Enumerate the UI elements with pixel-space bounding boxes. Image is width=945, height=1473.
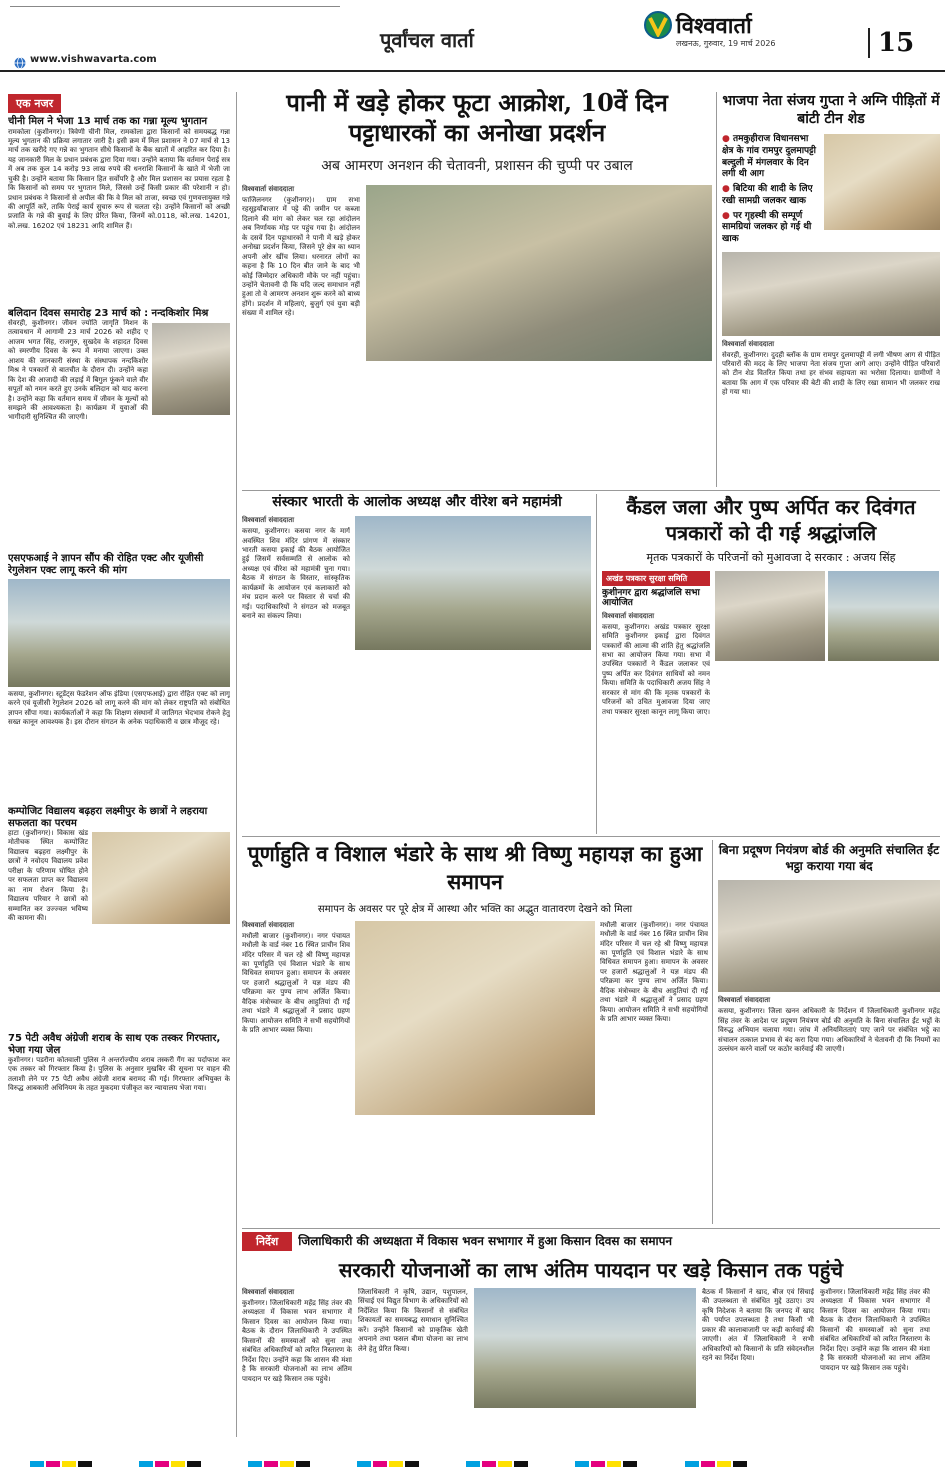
bjp-bullet-3: ● पर गृहस्थी की सम्पूर्ण सामग्रियां जलकर हो गई थी खाक — [722, 210, 812, 244]
brick-story — [718, 842, 940, 1224]
candle-headline: कैंडल जला और पुष्प अर्पित कर दिवंगत पत्रकारों को दी गई श्रद्धांजलि — [626, 495, 916, 545]
logo-icon — [644, 10, 672, 40]
bjp-portrait — [824, 134, 940, 230]
vishnu-body: मधौली बाजार (कुशीनगर)। नगर पंचायत मधौली के वार्ड नंबर 16 स्थित प्राचीन शिव मंदिर परिसर में चल रहे श्री विष्णु महायज्ञ का पूर्णाहुति एवं विशाल भंडारे के साथ विधिवत समापन हुआ। समापन के अवसर पर हजारों श्रद्धालुओं ने यज्ञ मंडप की परिक्रमा कर पुण्य लाभ अर्जित किया। वैदिक मंत्रोच्चार के बीच आहुतियां दी गईं तथा भंडारे में श्रद्धालुओं ने प्रसाद ग्रहण किया। आयोजन समिति ने सभी सहयोगियों के प्रति आभार व्यक्त किया। — [242, 931, 350, 1035]
candle-kicker-2: कुशीनगर द्वारा श्रद्धांजलि सभा आयोजित — [602, 588, 700, 609]
kisan-body-3: बैठक में किसानों ने खाद, बीज एवं सिंचाई की उपलब्धता से संबंधित मुद्दे उठाए। उप कृषि निदेशक ने बताया कि जनपद में खाद की पर्याप्त उपलब्धता है तथा किसी भी प्रकार की कालाबाजारी पर कड़ी कार्रवाई की जाएगी। अंत में जिलाधिकारी ने सभी अधिकारियों को किसानों के प्रति संवेदनशील रहने का निर्देश दिया। — [702, 1288, 814, 1363]
lead-subhead: अब आमरण अनशन की चेतावनी, प्रशासन की चुप्पी पर उबाल — [321, 158, 633, 174]
s2-title: बलिदान दिवस समारोह 23 मार्च को : नन्दकिशोर मिश्र — [8, 307, 209, 319]
candle-byline: विश्ववार्ता संवाददाता — [602, 611, 655, 620]
candle-kicker-1: अखंड पत्रकार सुरक्षा समिति — [602, 571, 710, 586]
bjp-bullet-2: ● बिटिया की शादी के लिए रखी सामग्री जलकर खाक — [722, 184, 813, 206]
s2-body: सेवरही, कुशीनगर। जीवन ज्योति जागृति मिशन के तत्वावधान में आगामी 23 मार्च 2026 को शहीद ए आजम भगत सिंह, राजगुरु, सुखदेव के शहादत दिवस को स्मरणीय दिवस के रूप में मनाया जाएगा। उक्त आशय की जानकारी संस्था के संस्थापक नन्दकिशोर मिश्र ने पत्रकारों से बातचीत के दौरान दी। उन्होंने कहा कि देश की आजादी की लड़ाई में बिगुल फूंकने वाले वीर सपूतों को नमन करते हुए उनके बलिदान को याद करना है। उन्होंने कहा कि वर्तमान समय में जीवन के मूल्यों को समझने की आवश्यकता है। कार्यक्रम में युवाओं की भागीदारी सुनिश्चित की जाएगी। — [8, 319, 148, 422]
lead-story — [242, 88, 712, 490]
bullet-dot-icon: ● — [722, 184, 733, 195]
brick-photo — [718, 880, 940, 992]
candle-body: कसया, कुशीनगर। अखंड पत्रकार सुरक्षा समिति कुशीनगर इकाई द्वारा दिवंगत पत्रकारों की आत्मा की शांति हेतु श्रद्धांजलि सभा का आयोजन किया गया। सभा में उपस्थित पत्रकारों ने कैंडल जलाकर एवं पुष्प अर्पित कर दिवंगत साथियों को नमन किया। समिति के पदाधिकारी अजय सिंह ने सरकार से मांग की कि मृतक पत्रकारों के परिजनों को उचित मुआवजा दिया जाए तथा पत्रकार सुरक्षा कानून लागू किया जाए। — [602, 622, 710, 716]
s4-photo — [92, 832, 230, 924]
masthead-corner-line — [10, 6, 340, 7]
s1-body: रामकोला (कुशीनगर)। त्रिवेणी चीनी मिल, रामकोला द्वारा किसानों को समयबद्ध गन्ना मूल्य भुगतान की प्रक्रिया लगातार जारी है। इसी क्रम में मिल प्रशासन ने 07 मार्च से 13 मार्च तक खरीदे गए गन्ने का भुगतान सीधे किसानों के बैंक खातों में आहरित कर दिया है। यह जानकारी मिल के प्रधान प्रबंधक द्वारा दिया गया। उन्होंने बताया कि वर्तमान पेराई सत्र में अब तक कुल 14 करोड़ 93 लाख रुपये की धनराशि किसानों के खाते में भेजी जा चुकी है। उन्होंने बताया कि किसान हित सर्वोपरि है और मिल प्रशासन का प्रयास रहता है कि किसानों को समय पर भुगतान मिले, जिससे उन्हें किसी प्रकार की परेशानी न हो। प्रधान प्रबंधक ने किसानों से अपील की कि वे मिल को ताजा, स्वच्छ एवं गुणवत्तायुक्त गन्ने की आपूर्ति करें, ताकि पेराई कार्य सुचारु रूप से चलता रहे। उन्होंने किसानों को अच्छी प्रजाति के गन्ने की बुवाई के लिए प्रेरित किया, जिनमें को.0118, को.लख. 14201, को.लख. 16202 एवं 18231 आदि शामिल हैं। — [8, 127, 230, 230]
sanskar-story — [242, 494, 592, 834]
lead-body: फाजिलनगर (कुशीनगर)। ग्राम सभा रहसूइयाँबाजार में पट्टे की जमीन पर कब्जा दिलाने की मांग को लेकर चल रहा आंदोलन अब निर्णायक मोड़ पर पहुंच गया है। आंदोलन के दसवें दिन पट्टाधारकों ने पानी में खड़े होकर अनोखा प्रदर्शन किया, जिसने पूरे क्षेत्र का ध्यान अपनी ओर खींच लिया। धरनारत लोगों का कहना है कि 10 दिन बीत जाने के बाद भी कोई जिम्मेदार अधिकारी मौके पर नहीं पहुंचा। उन्होंने चेतावनी दी कि यदि जल्द समाधान नहीं हुआ तो वे आमरण अनशन शुरू करने को बाध्य होंगे। प्रदर्शन में महिलाएं, बुजुर्ग एवं युवा बड़ी संख्या में शामिल रहे। — [242, 196, 360, 318]
sanskar-divider — [596, 494, 597, 834]
bullet-dot-icon: ● — [722, 210, 733, 221]
row3-rule — [242, 1228, 940, 1229]
lead-headline: पानी में खड़े होकर फूटा आक्रोश, 10वें दिन पट्टाधारकों का अनोखा प्रदर्शन — [286, 88, 668, 147]
logo-text: विश्ववार्ता — [676, 13, 752, 39]
bjp-bullet-1: ● तमकुहीराज विधानसभा क्षेत्र के गांव रामपुर दुलमापट्टी बल्दुली में मंगलवार के दिन लगी थी आग — [722, 134, 816, 180]
masthead — [0, 0, 945, 70]
sanskar-photo — [355, 516, 591, 650]
vishnu-story — [242, 840, 708, 1224]
vishnu-photo — [355, 921, 595, 1115]
page-number-divider — [868, 28, 870, 58]
bjp-body: सेवरही, कुशीनगर। दुदही ब्लॉक के ग्राम रामपुर दुलमापट्टी में लगी भीषण आग से पीड़ित परिवारों की मदद के लिए भाजपा नेता संजय गुप्ता आगे आए। उन्होंने पीड़ित परिवारों को टीन शेड वितरित किया तथा हर संभव सहायता का भरोसा दिलाया। ग्रामीणों ने बताया कि आग में एक परिवार की बेटी की शादी के लिए रखा सामान भी जलकर राख हो गया था। — [722, 350, 940, 397]
bullet-dot-icon: ● — [722, 134, 733, 145]
s4-body: हाटा (कुशीनगर)। विकास खंड मोतीचक स्थित कम्पोजिट विद्यालय बढ़हरा लक्ष्मीपुर के छात्रों ने नवोदय विद्यालय प्रवेश परीक्षा के परिणाम घोषित होने पर सफलता प्राप्त कर विद्यालय का नाम रोशन किया है। विद्यालय परिवार ने छात्रों को सम्मानित कर उज्ज्वल भविष्य की कामना की। — [8, 829, 88, 922]
color-registration-strip — [30, 1452, 930, 1462]
brick-body: कसया, कुशीनगर। जिला खनन अधिकारी के निर्देशन में जिलाधिकारी कुशीनगर महेंद्र सिंह तंवर के आदेश पर प्रदूषण नियंत्रण बोर्ड की अनुमति के बिना संचालित ईंट भट्ठों के विरुद्ध अभियान चलाया गया। जांच में अनियमितताएं पाए जाने पर संबंधित भट्ठे का संचालन तत्काल प्रभाव से बंद करा दिया गया। अधिकारियों ने चेतावनी दी कि नियमों का उल्लंघन करने वालों पर कठोर कार्रवाई की जाएगी। — [718, 1007, 940, 1054]
kisan-label: निर्देश — [242, 1232, 292, 1251]
s5-title: 75 पेटी अवैध अंग्रेजी शराब के साथ एक तस्कर गिरफ्तार, भेजा गया जेल — [8, 1033, 221, 1056]
kisan-body-1: कुशीनगर। जिलाधिकारी महेंद्र सिंह तंवर की अध्यक्षता में विकास भवन सभागार में किसान दिवस का आयोजन किया गया। बैठक के दौरान जिलाधिकारी ने उपस्थित किसानों की समस्याओं को सुना तथा संबंधित अधिकारियों को त्वरित निस्तारण के निर्देश दिए। उन्होंने कहा कि शासन की मंशा है कि सरकारी योजनाओं का लाभ अंतिम पायदान पर खड़े किसान तक पहुंचे। — [242, 1299, 352, 1383]
sidebar-divider — [236, 92, 237, 1437]
bjp-story — [722, 92, 940, 490]
kisan-body-4: कुशीनगर। जिलाधिकारी महेंद्र सिंह तंवर की अध्यक्षता में विकास भवन सभागार में किसान दिवस का आयोजन किया गया। बैठक के दौरान जिलाधिकारी ने उपस्थित किसानों की समस्याओं को सुना तथा संबंधित अधिकारियों को त्वरित निस्तारण के निर्देश दिए। उन्होंने कहा कि शासन की मंशा है कि सरकारी योजनाओं का लाभ अंतिम पायदान पर खड़े किसान तक पहुंचे। — [820, 1288, 930, 1372]
s2-photo — [152, 323, 230, 415]
website: www.vishwavarta.com — [30, 54, 157, 65]
bjp-photo — [722, 252, 940, 336]
row2-rule — [242, 836, 940, 837]
s3-photo — [8, 579, 230, 687]
kisan-byline: विश्ववार्ता संवाददाता — [242, 1288, 295, 1296]
bjp-byline: विश्ववार्ता संवाददाता — [722, 339, 775, 348]
candle-photo-1 — [715, 571, 825, 661]
section-title: पूर्वांचल वार्ता — [380, 28, 474, 52]
lead-photo — [366, 185, 712, 361]
lead-divider — [716, 92, 717, 487]
masthead-rule — [0, 70, 945, 72]
vishnu-headline: पूर्णाहुति व विशाल भंडारे के साथ श्री विष्णु महायज्ञ का हुआ समापन — [247, 841, 703, 895]
s3-body: कसया, कुशीनगर। स्टूडेंट्स फेडरेशन ऑफ इंडिया (एसएफआई) द्वारा रोहित एक्ट को लागू करने एवं यूजीसी रेगुलेशन 2026 को लागू करने की मांग को लेकर राष्ट्रपति को संबोधित ज्ञापन सौंपा गया। कार्यकर्ताओं ने कहा कि शिक्षण संस्थानों में जातिगत भेदभाव रोकने हेतु सख्त कानून आवश्यक है। इस दौरान संगठन के अनेक पदाधिकारी व छात्र मौजूद रहे। — [8, 690, 230, 727]
s1-title: चीनी मिल ने भेजा 13 मार्च तक का गन्ना मूल्य भुगतान — [8, 116, 208, 127]
candle-photo-2 — [828, 571, 939, 661]
web-globe-icon — [14, 54, 26, 66]
vishnu-byline: विश्ववार्ता संवाददाता — [242, 920, 295, 929]
vishnu-divider — [712, 840, 713, 1224]
page-number: 15 — [878, 28, 915, 58]
ek-nazar-label: एक नजर — [8, 94, 61, 113]
sanskar-byline: विश्ववार्ता संवाददाता — [242, 516, 295, 525]
vishnu-body-col: मधौली बाजार (कुशीनगर)। नगर पंचायत मधौली के वार्ड नंबर 16 स्थित प्राचीन शिव मंदिर परिसर में चल रहे श्री विष्णु महायज्ञ का पूर्णाहुति एवं विशाल भंडारे के साथ विधिवत समापन हुआ। समापन के अवसर पर हजारों श्रद्धालुओं ने यज्ञ मंडप की परिक्रमा कर पुण्य लाभ अर्जित किया। वैदिक मंत्रोच्चार के बीच आहुतियां दी गईं तथा भंडारे में श्रद्धालुओं ने प्रसाद ग्रहण किया। आयोजन समिति ने सभी सहयोगियों के प्रति आभार व्यक्त किया। — [600, 920, 708, 1024]
kisan-body-2: जिलाधिकारी ने कृषि, उद्यान, पशुपालन, सिंचाई एवं विद्युत विभाग के अधिकारियों को निर्देशित किया कि किसानों से संबंधित शिकायतों का समयबद्ध समाधान सुनिश्चित करें। उन्होंने किसानों को प्राकृतिक खेती अपनाने तथा फसल बीमा योजना का लाभ लेने हेतु प्रेरित किया। — [358, 1288, 468, 1353]
kisan-headline: सरकारी योजनाओं का लाभ अंतिम पायदान पर खड़े किसान तक पहुंचे — [338, 1258, 844, 1282]
s4-title: कम्पोजिट विद्यालय बढ़हरा लक्ष्मीपुर के छात्रों ने लहराया सफलता का परचम — [8, 806, 208, 829]
sanskar-headline: संस्कार भारती के आलोक अध्यक्ष और वीरेश बने महामंत्री — [272, 494, 562, 510]
lead-byline: विश्ववार्ता संवाददाता — [242, 185, 295, 193]
s3-title: एसएफआई ने ज्ञापन सौंप की रोहित एक्ट और यूजीसी रेगुलेशन एक्ट लागू करने की मांग — [8, 553, 204, 576]
vishnu-subhead: समापन के अवसर पर पूरे क्षेत्र में आस्था और भक्ति का अद्भुत वातावरण देखने को मिला — [317, 903, 633, 915]
brick-byline: विश्ववार्ता संवाददाता — [718, 996, 771, 1005]
kisan-story — [242, 1232, 940, 1442]
candle-story — [602, 494, 940, 834]
brick-headline: बिना प्रदूषण नियंत्रण बोर्ड की अनुमति संचालित ईंट भट्ठा कराया गया बंद — [718, 843, 940, 874]
sidebar — [8, 92, 230, 1437]
row1-rule — [242, 490, 940, 491]
edition-line: लखनऊ, गुरुवार, 19 मार्च 2026 — [676, 39, 776, 48]
candle-subhead: मृतक पत्रकारों के परिजनों को मुआवजा दे सरकार : अजय सिंह — [646, 551, 896, 564]
sanskar-body: कसया, कुशीनगर। कसया नगर के मार्ग अवस्थित शिव मंदिर प्रांगण में संस्कार भारती कसया इकाई की बैठक आयोजित हुई जिसमें सर्वसम्मति से आलोक को अध्यक्ष एवं वीरेश को महामंत्री चुना गया। बैठक में संगठन के विस्तार, सांस्कृतिक कार्यक्रमों के आयोजन एवं कलाकारों को मंच प्रदान करने पर विस्तार से चर्चा की गई। पदाधिकारियों ने संगठन को मजबूत बनाने का संकल्प लिया। — [242, 527, 350, 621]
s5-body: कुशीनगर। पडरौना कोतवाली पुलिस ने अन्तर्राज्यीय शराब तस्करी गैंग का पर्दाफाश कर एक तस्कर को गिरफ्तार किया है। पुलिस के अनुसार मुखबिर की सूचना पर वाहन की तलाशी लेने पर 75 पेटी अवैध अंग्रेजी शराब बरामद की गई। गिरफ्तार अभियुक्त के विरुद्ध आबकारी अधिनियम के तहत मुकदमा पंजीकृत कर न्यायालय भेजा गया। — [8, 1056, 230, 1093]
bjp-headline: भाजपा नेता संजय गुप्ता ने अग्नि पीड़ितों में बांटी टीन शेड — [722, 93, 940, 128]
kisan-kicker: जिलाधिकारी की अध्यक्षता में विकास भवन सभागार में हुआ किसान दिवस का समापन — [298, 1233, 673, 1248]
kisan-photo — [474, 1288, 696, 1408]
